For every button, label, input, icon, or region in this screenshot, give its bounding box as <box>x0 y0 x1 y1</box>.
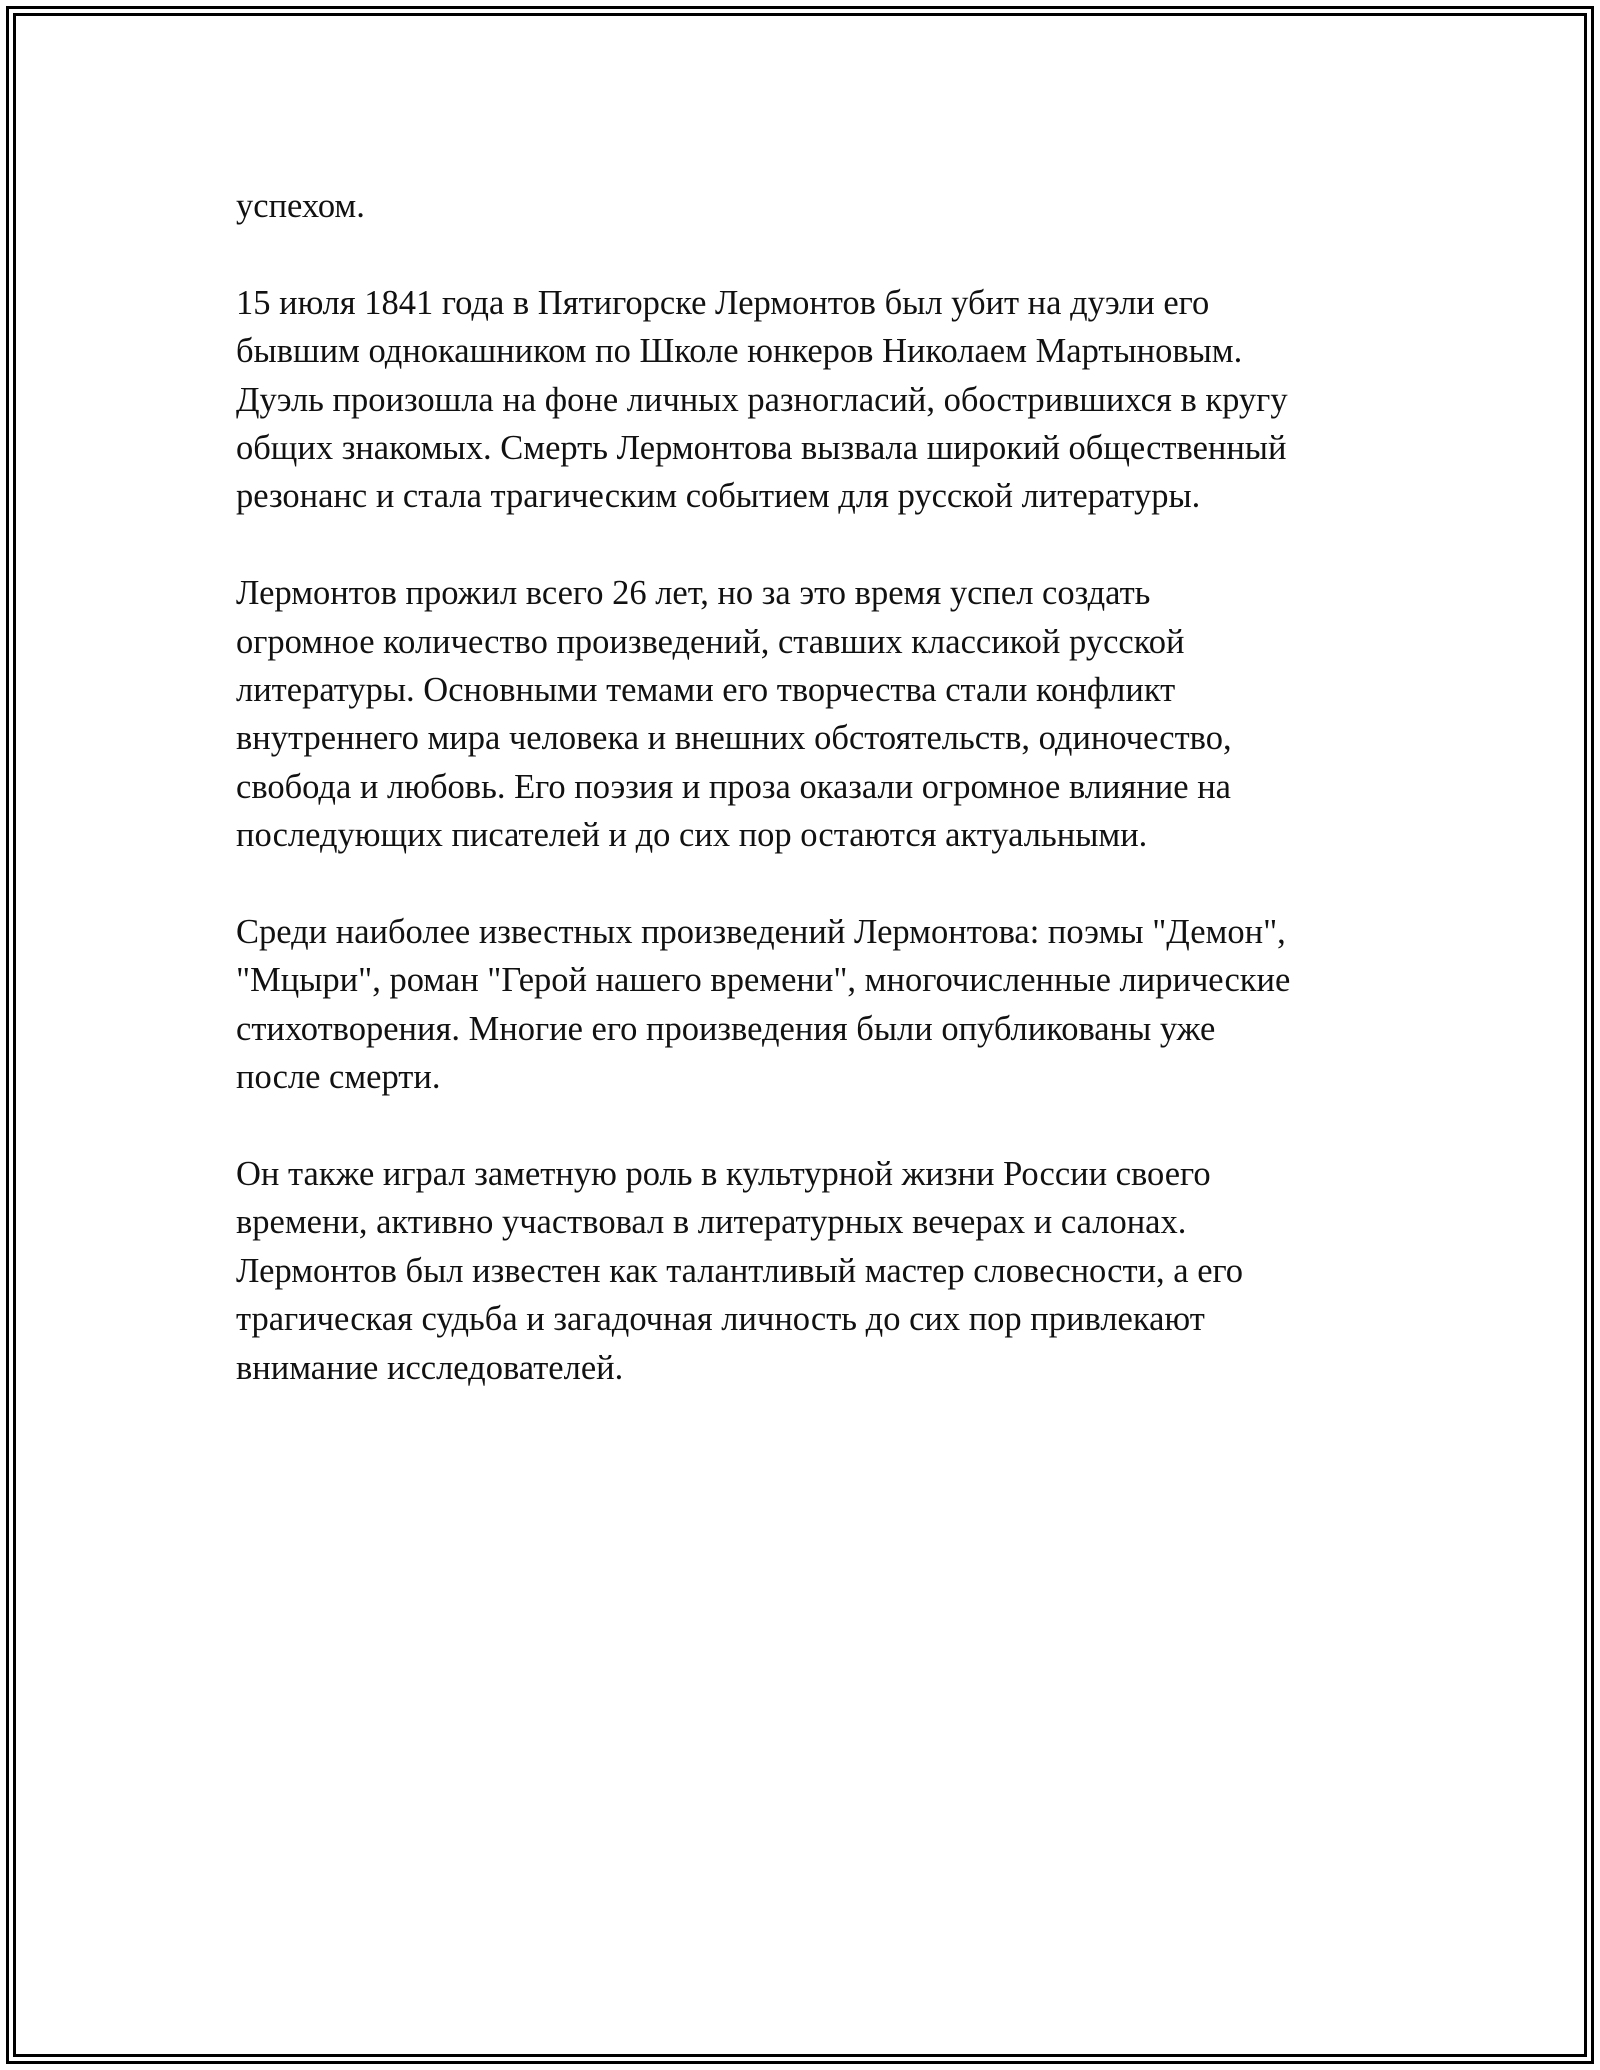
paragraph-legacy: Лермонтов прожил всего 26 лет, но за это время успел создать огромное количество произведений, ставших классикой русской литературы. Основными темами его творчества стали конфликт внутреннего мира человека и внешних обстоятельств, одиночество, свобода и любовь. Его поэзия и проза оказали огромное влияние на последующих писателей и до сих пор остаются актуальными. <box>236 574 1232 855</box>
page-body <box>236 182 1416 1440</box>
paragraph-works: Среди наиболее известных произведений Лермонтова: поэмы "Демон", "Мцыри", роман "Герой нашего времени", многочисленные лирические стихотворения. Многие его произведения были опубликованы уже после смерти. <box>236 913 1291 1097</box>
paragraph-duel: 15 июля 1841 года в Пятигорске Лермонтов был убит на дуэли его бывшим однокашником по Школе юнкеров Николаем Мартыновым. Дуэль произошла на фоне личных разногласий, обострившихся в кругу общих знакомых. Смерть Лермонтова вызвала широкий общественный резонанс и стала трагическим событием для русской литературы. <box>236 283 1288 516</box>
paragraph-cultural-role: Он также играл заметную роль в культурной жизни России своего времени, активно участвовал в литературных вечерах и салонах. Лермонтов был известен как талантливый мастер словесности, а его трагическая судьба и загадочная личность до сих пор привлекают внимание исследователей. <box>236 1155 1244 1387</box>
paragraph-continuation: успехом. <box>236 187 365 225</box>
